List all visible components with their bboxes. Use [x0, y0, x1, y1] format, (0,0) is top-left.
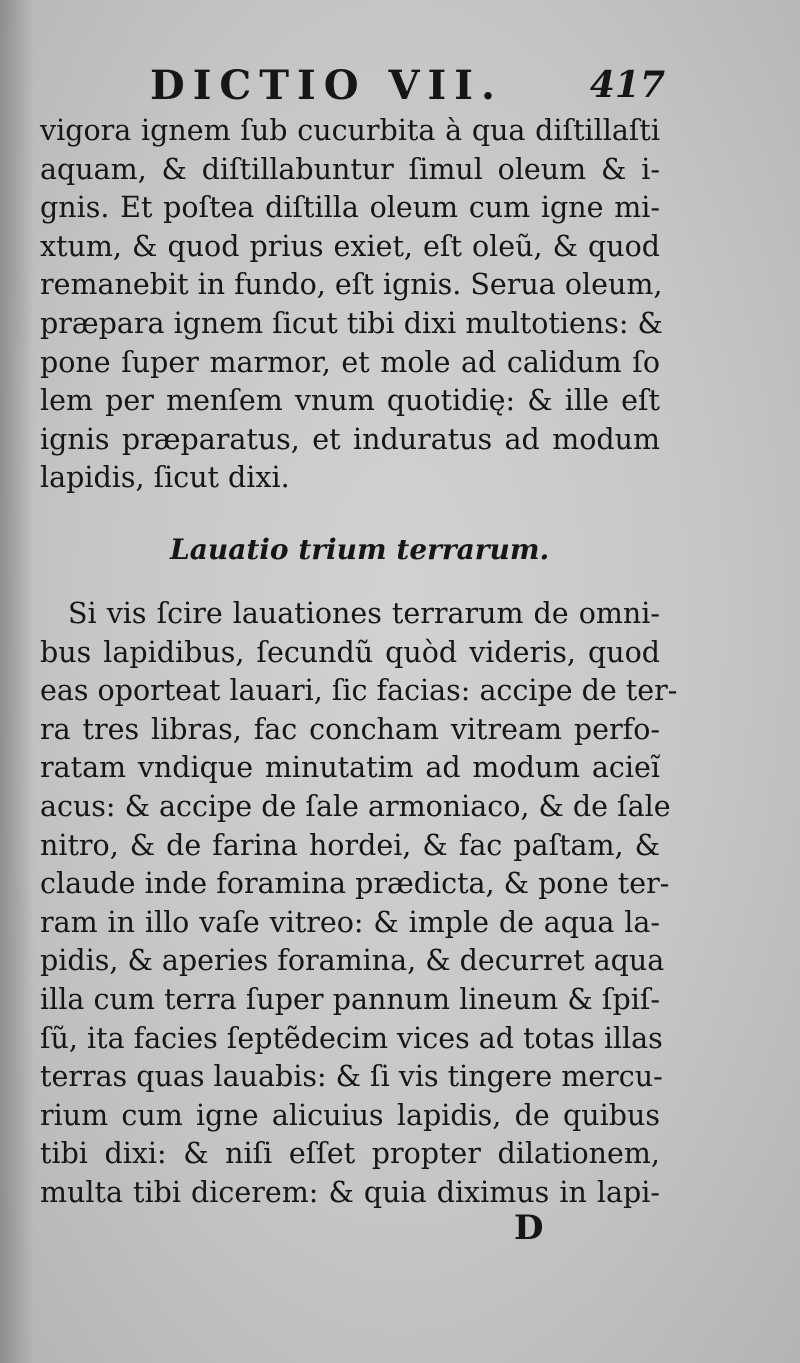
- text-line: ra tres libras, fac concham vitream perfo-: [40, 712, 660, 746]
- text-line: ſũ, ita facies ſeptẽdecim vices ad totas illas: [40, 1021, 663, 1055]
- text-line: nitro, & de farina hordei, & fac paſtam, &: [40, 828, 660, 862]
- text-line: eas oporteat lauari, ſic facias: accipe de ter-: [40, 674, 678, 708]
- text-line: ignis præparatus, et induratus ad modum: [40, 422, 660, 456]
- text-line: pone ſuper marmor, et mole ad calidum ſo: [40, 345, 660, 379]
- text-line: pidis, & aperies foramina, & decurret aqua: [40, 944, 665, 978]
- text-line: ratam vndique minutatim ad modum acieĩ: [40, 751, 660, 785]
- text-line: gnis. Et poſtea diſtilla oleum cum igne mi-: [40, 191, 660, 225]
- text-line: ram in illo vaſe vitreo: & imple de aqua la-: [40, 905, 660, 939]
- text-line: multa tibi dicerem: & quia diximus in lapi-: [40, 1175, 660, 1209]
- text-line: terras quas lauabis: & ſi vis tingere mercu-: [40, 1060, 663, 1094]
- paragraph-2: [40, 595, 678, 1213]
- running-head: DICTIO VII.: [150, 62, 503, 109]
- text-line: vigora ignem ſub cucurbita à qua diſtillaſti: [40, 114, 660, 147]
- text-line: bus lapidibus, ſecundũ quòd videris, quod: [40, 635, 660, 669]
- text-line: tibi dixi: & niſi eſſet propter dilationem,: [40, 1137, 660, 1171]
- section-heading: Lauatio trium terrarum.: [170, 533, 550, 566]
- signature-mark: D: [514, 1208, 544, 1248]
- page-number: 417: [589, 64, 665, 106]
- text-line: rium cum igne alicuius lapidis, de quibus: [40, 1098, 660, 1132]
- text-line: lapidis, ſicut dixi.: [40, 461, 290, 495]
- text-line: xtum, & quod prius exiet, eſt oleũ, & quod: [40, 229, 660, 263]
- paragraph-1: [40, 112, 663, 498]
- text-line: præpara ignem ſicut tibi dixi multotiens: &: [40, 306, 663, 340]
- text-line: lem per menſem vnum quotidię: & ille eſt: [40, 384, 660, 418]
- text-line: remanebit in fundo, eſt ignis. Serua oleum,: [40, 268, 663, 302]
- text-line: aquam, & diſtillabuntur ſimul oleum & i-: [40, 152, 660, 186]
- page-header: [150, 62, 665, 110]
- text-line: claude inde foramina prædicta, & pone ter-: [40, 867, 670, 901]
- text-line: Si vis ſcire lauationes terrarum de omni-: [68, 597, 660, 630]
- text-line: illa cum terra ſuper pannum lineum & ſpiſ-: [40, 982, 660, 1016]
- text-line: acus: & accipe de ſale armoniaco, & de ſale: [40, 789, 671, 823]
